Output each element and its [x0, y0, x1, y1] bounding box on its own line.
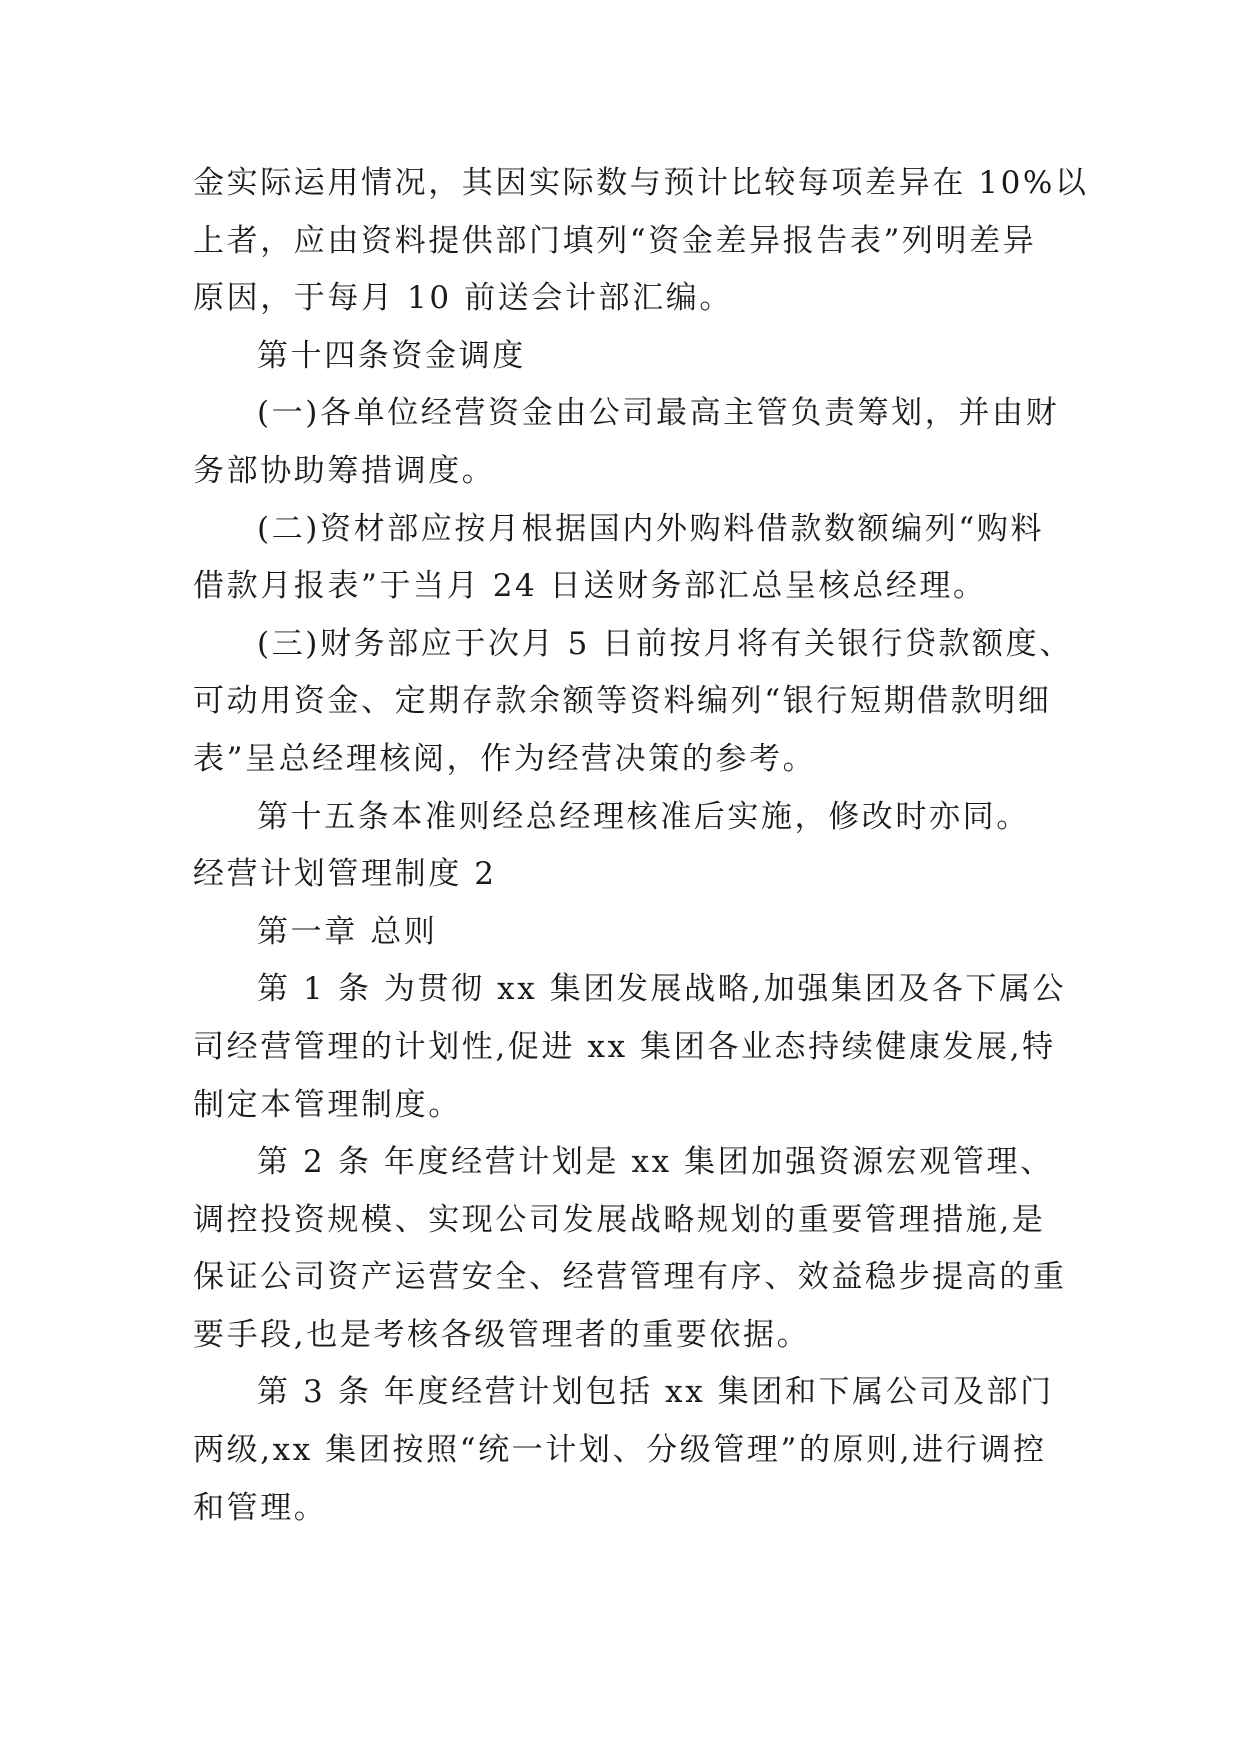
paragraph-line: 原因，于每月 10 前送会计部汇编。 [193, 280, 733, 317]
paragraph-line: 表”呈总经理核阅，作为经营决策的参考。 [193, 740, 817, 777]
paragraph-line: 制定本管理制度。 [193, 1086, 462, 1123]
paragraph-line: 保证公司资产运营安全、经营管理有序、效益稳步提高的重 [193, 1259, 1067, 1296]
paragraph-line: (一)各单位经营资金由公司最高主管负责筹划，并由财 [257, 395, 1060, 432]
paragraph-line: 务部协助筹措调度。 [193, 452, 496, 489]
paragraph-line: 两级,xx 集团按照“统一计划、分级管理”的原则,进行调控 [193, 1432, 1047, 1469]
paragraph-line: 借款月报表”于当月 24 日送财务部汇总呈核总经理。 [193, 568, 987, 605]
paragraph-line: 调控投资规模、实现公司发展战略规划的重要管理措施,是 [193, 1201, 1046, 1238]
paragraph-line: 第 1 条 为贯彻 xx 集团发展战略,加强集团及各下属公 [257, 971, 1067, 1008]
paragraph-line: 可动用资金、定期存款余额等资料编列“银行短期借款明细 [193, 683, 1052, 720]
article-heading: 第十四条资金调度 [257, 337, 526, 374]
paragraph-line: 金实际运用情况，其因实际数与预计比较每项差异在 10%以 [193, 165, 1089, 201]
paragraph-line: 司经营管理的计划性,促进 xx 集团各业态持续健康发展,特 [193, 1028, 1056, 1065]
section-title: 经营计划管理制度 2 [193, 856, 497, 893]
paragraph-line: 要手段,也是考核各级管理者的重要依据。 [193, 1316, 811, 1353]
paragraph-line: (二)资材部应按月根据国内外购料借款数额编列“购料 [257, 510, 1045, 547]
paragraph-line: 上者，应由资料提供部门填列“资金差异报告表”列明差异 [193, 222, 1037, 259]
chapter-heading: 第一章 总则 [257, 913, 438, 950]
document-body [193, 155, 1089, 1537]
paragraph-line: (三)财务部应于次月 5 日前按月将有关银行贷款额度、 [257, 625, 1073, 662]
paragraph-line: 第 3 条 年度经营计划包括 xx 集团和下属公司及部门 [257, 1374, 1054, 1411]
paragraph-line: 和管理。 [193, 1489, 328, 1526]
paragraph-line: 第 2 条 年度经营计划是 xx 集团加强资源宏观管理、 [257, 1144, 1054, 1181]
paragraph-line: 第十五条本准则经总经理核准后实施，修改时亦同。 [257, 798, 1030, 835]
